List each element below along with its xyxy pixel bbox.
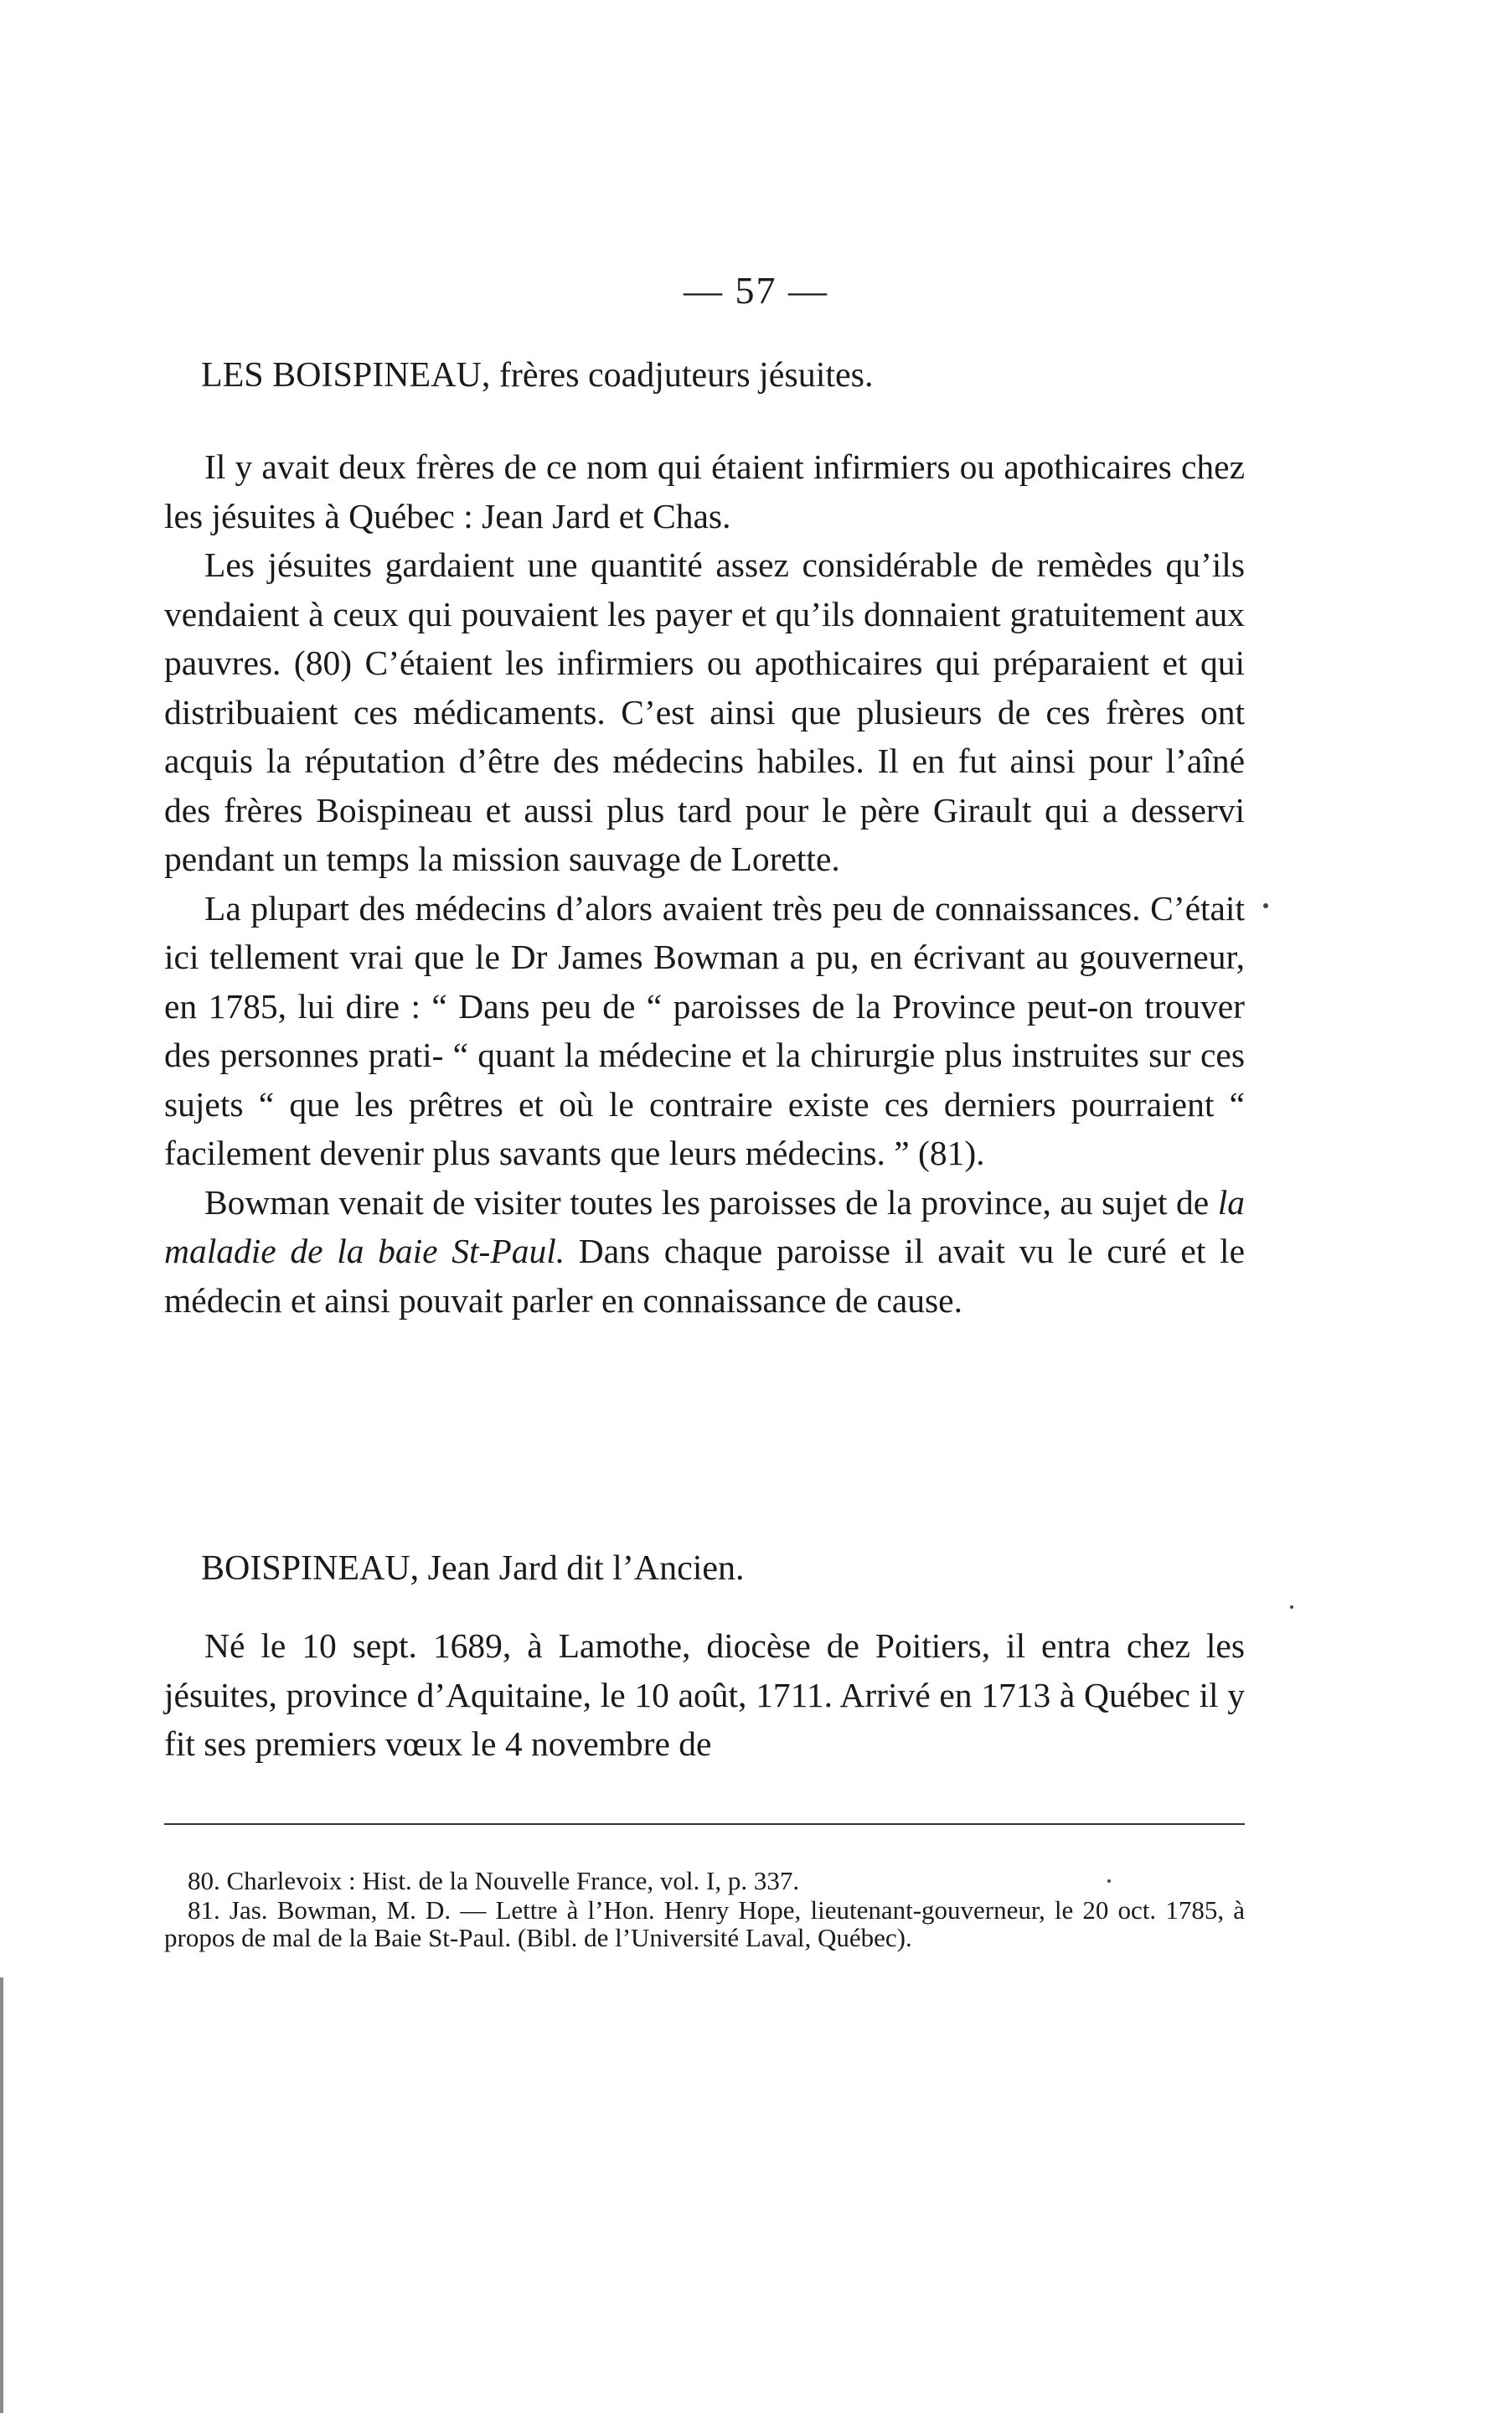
scan-edge-shadow (0, 1977, 3, 2413)
italic-disease-name: la maladie de la baie St-Paul. (164, 1182, 1245, 1270)
paragraph: Né le 10 sept. 1689, à Lamothe, diocèse de Poitiers, il entra chez les jésuites, province d’Aquitaine, le 10 août, 1711. Arrivé en 1713 à Québec il y fit ses premiers vœux le 4 novembre de (164, 1626, 1245, 1763)
paragraph-bowman-visit (164, 1178, 1245, 1326)
footnote-80: 80. Charlevoix : Hist. de la Nouvelle France, vol. I, p. 337. (188, 1866, 800, 1895)
section-heading-boispineau-brothers: LES BOISPINEAU, frères coadjuteurs jésuites. (201, 356, 874, 395)
paragraph: Les jésuites gardaient une quantité assez considérable de remèdes qu’ils vendaient à ceux qui pouvaient les payer et qu’ils donnaient gratuitement aux pauvres. (80) C’étaient les infirmiers ou apothicaires qui préparaient et qui distribuaient ces médicaments. C’est ainsi que plusieurs de ces frères ont acquis la réputation d’être des médecins habiles. Il en fut ainsi pour l’aîné des frères Boispineau et aussi plus tard pour le père Girault qui a desservi pendant un temps la mission sauvage de Lorette. (164, 545, 1245, 878)
scan-speck (1263, 903, 1268, 908)
page-number: — 57 — (684, 269, 828, 312)
scan-speck (1290, 1605, 1293, 1609)
scan-speck (1107, 1879, 1111, 1883)
section-heading-jean-jard: BOISPINEAU, Jean Jard dit l’Ancien. (201, 1549, 745, 1588)
footnote-81: 81. Jas. Bowman, M. D. — Lettre à l’Hon. Henry Hope, lieutenant-gouverneur, le 20 oct. 1785, à propos de mal de la Baie St-Paul. (Bibl. de l’Université Laval, Québec). (164, 1895, 1245, 1952)
section-body-boispineau-brothers (164, 442, 1245, 1325)
paragraph-text: Dans chaque paroisse il avait vu le curé et le médecin et ainsi pouvait parler en connaissance de cause. (164, 1232, 1245, 1320)
paragraph: La plupart des médecins d’alors avaient très peu de connaissances. C’était ici tellement vrai que le Dr James Bowman a pu, en écrivant au gouverneur, en 1785, lui dire : “ Dans peu de “ paroisses de la Province peut-on trouver des personnes prati- “ quant la médecine et la chirurgie plus instruites sur ces sujets “ que les prêtres et où le contraire existe ces derniers pourraient “ facilement devenir plus savants que leurs médecins. ” (81). (164, 888, 1245, 1172)
footnote-divider (164, 1823, 1245, 1825)
paragraph-text: Bowman venait de visiter toutes les paroisses de la province, au sujet de (204, 1182, 1218, 1222)
section-body-jean-jard (164, 1621, 1245, 1769)
paragraph: Il y avait deux frères de ce nom qui étaient infirmiers ou apothicaires chez les jésuites à Québec : Jean Jard et Chas. (164, 447, 1245, 535)
footnotes (164, 1867, 1245, 1953)
